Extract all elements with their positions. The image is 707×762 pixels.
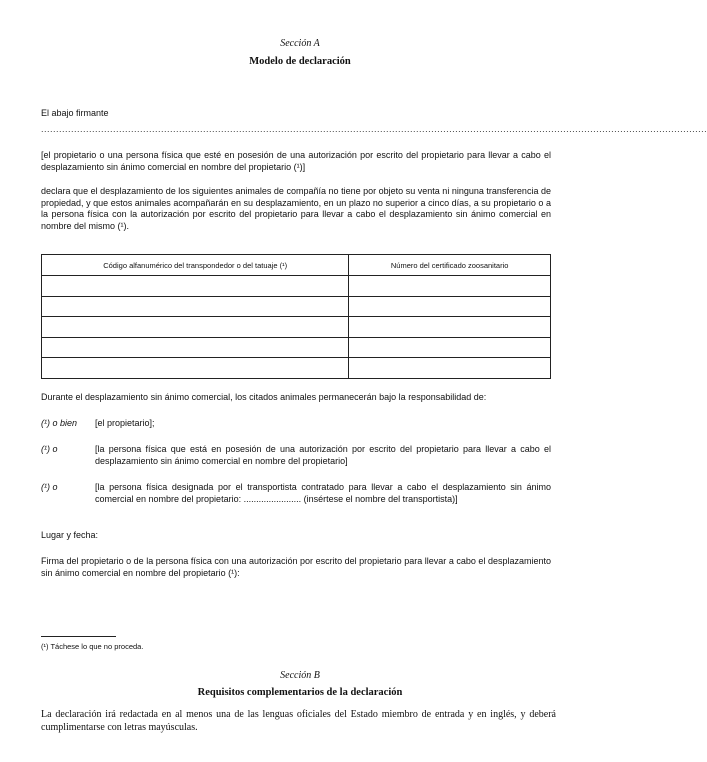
footnote-divider [41,636,116,637]
section-a-title: Modelo de declaración [249,56,351,67]
transponder-cell[interactable] [42,296,349,317]
footnote: (¹) Táchese lo que no proceda. [41,642,144,651]
table-row [42,317,551,338]
certificate-cell[interactable] [349,358,551,379]
undersigned-label: El abajo firmante [41,108,109,118]
certificate-cell[interactable] [349,337,551,358]
option-marker-owner[interactable]: (¹) o bien [41,418,78,428]
certificate-cell[interactable] [349,276,551,297]
table-row [42,296,551,317]
transponder-cell[interactable] [42,317,349,338]
transponder-cell[interactable] [42,337,349,358]
animals-table [41,254,551,379]
section-b-body: La declaración irá redactada en al menos una de las lenguas oficiales del Estado miembro de entrada y en inglés, y deberá cumplimentarse con letras mayúsculas. [41,709,556,733]
place-date-label: Lugar y fecha: [41,530,99,540]
section-a-label: Sección A [280,38,320,49]
declaration-text: declara que el desplazamiento de los siguientes animales de compañía no tiene por objeto su venta ni ninguna transferencia de propiedad, y que estos animales acompañarán en su desplazamiento, en un plazo no superior a cinco días, a su propietario o a la persona física con la autorización por escrito del propietario para llevar a cabo el desplazamiento sin ánimo comercial en nombre del mismo (¹). [41,186,551,231]
undersigned-name-line[interactable]: .............................................................................................................................................................................................................................. [41,124,707,134]
certificate-cell[interactable] [349,296,551,317]
transponder-cell[interactable] [42,358,349,379]
responsibility-intro: Durante el desplazamiento sin ánimo comercial, los citados animales permanecerán bajo la responsabilidad de: [41,392,487,402]
option-carrier-person: [la persona física designada por el transportista contratado para llevar a cabo el desplazamiento sin ánimo comercial en nombre del propietario: ....................... (insértese el nombre del transportista)] [95,482,551,504]
section-b-label: Sección B [280,670,320,681]
table-row [42,276,551,297]
option-marker-authorised[interactable]: (¹) o [41,444,58,454]
option-authorised-person: [la persona física que está en posesión de una autorización por escrito del propietario para llevar a cabo el desplazamiento sin ánimo comercial en nombre del propietario] [95,444,551,466]
transponder-cell[interactable] [42,276,349,297]
owner-clause: [el propietario o una persona física que esté en posesión de una autorización por escrito del propietario para llevar a cabo el desplazamiento sin ánimo comercial en nombre del propietario (¹)] [41,150,551,172]
column-header-transponder: Código alfanumérico del transpondedor o del tatuaje (¹) [42,255,349,276]
section-b-title: Requisitos complementarios de la declaración [197,687,403,698]
table-row [42,358,551,379]
certificate-cell[interactable] [349,317,551,338]
table-header-row [42,255,551,276]
option-marker-carrier[interactable]: (¹) o [41,482,58,492]
signature-label: Firma del propietario o de la persona física con una autorización por escrito del propietario para llevar a cabo el desplazamiento sin ánimo comercial en nombre del propietario (¹): [41,556,551,578]
column-header-certificate: Número del certificado zoosanitario [349,255,551,276]
table-row [42,337,551,358]
option-owner: [el propietario]; [95,418,155,428]
